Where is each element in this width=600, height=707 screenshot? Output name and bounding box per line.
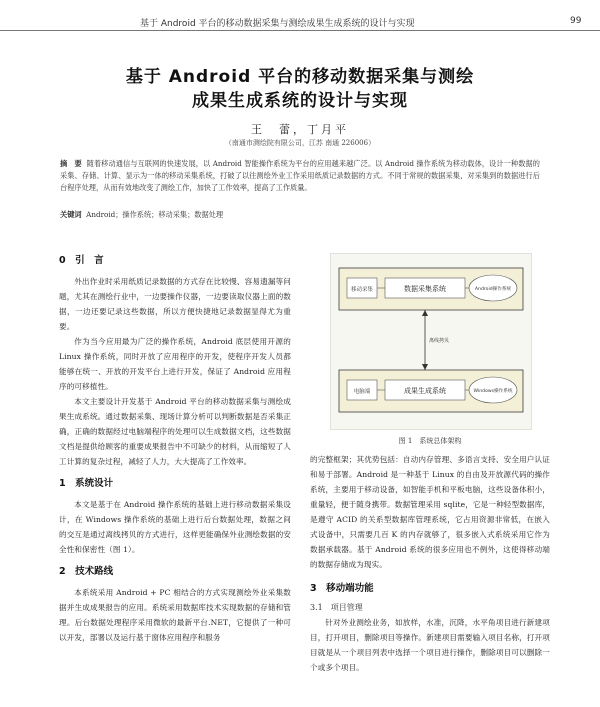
intro-paragraph: 本文主要设计开发基于 Android 平台的移动数据采集与测绘成果生成系统。通过数据采集、现场计算分析可以判断数据是否采集正确，正确的数据经过电脑端程序的处理可以生成数据文档，这些数据文档是提供给顾客的重要成果报告中不可缺少的材料，从而缩短了人工计算的复杂过程，减轻了人力，大大提高了工作效率。 <box>59 397 291 466</box>
design-paragraph: 本文是基于在 Android 操作系统的基础上进行移动数据采集设计，在 Windows 操作系统的基础上进行后台数据处理，数据之间的交互是通过离线拷贝的方式进行，这样更能确保外业测绘数据的安全性和保密性（图 1）。 <box>59 500 291 554</box>
result-gen-label: 成果生成系统 <box>404 387 446 395</box>
abstract <box>60 158 540 194</box>
paper-title-line-2: 成果生成系统的设计与实现 <box>192 91 408 111</box>
arrow-down <box>422 364 428 370</box>
intro-paragraph: 作为当今应用最为广泛的操作系统，Android 底层使用开源的 Linux 操作系统，同时开放了应用程序的开发，使程序开发人员都能够在统一、开放的开发平台上进行开发，保证了 Android 应用程序的可移植性。 <box>59 337 291 391</box>
section-heading-intro: 0 引 言 <box>59 255 104 266</box>
windows-os-label: Windows操作系统 <box>473 389 513 394</box>
android-os-label: Android操作系统 <box>474 287 512 292</box>
running-head-title: 基于 Android 平台的移动数据采集与测绘成果生成系统的设计与实现 <box>140 19 415 29</box>
data-collect-label: 数据采集系统 <box>404 285 446 293</box>
subsection-heading-project: 3.1 项目管理 <box>310 603 363 612</box>
figure-caption: 图 1 系统总体架构 <box>398 437 462 445</box>
offline-copy-label: 离线拷贝 <box>429 338 450 344</box>
left-column <box>59 252 291 645</box>
keywords <box>60 210 540 220</box>
section-heading-design: 1 系统设计 <box>59 478 114 489</box>
architecture-diagram <box>331 254 531 429</box>
right-column <box>310 452 550 675</box>
keywords-text: Android；操作系统；移动采集；数据处理 <box>86 210 224 219</box>
pc-label: 电脑端 <box>353 389 371 395</box>
running-head <box>0 8 600 31</box>
tech-paragraph: 本系统采用 Android + PC 相结合的方式实现测绘外业采集数据并生成成果报告的应用。系统采用数据库技术实现数据的存储和管理。后台数据处理程序采用微软的最新平台.NET，它提供了一种可以开发，部署以及运行基于窗体应用程序和服务 <box>59 588 291 642</box>
authors: 王 蕾，丁月平 <box>251 123 349 136</box>
section-heading-mobile: 3 移动端功能 <box>310 583 374 594</box>
tech-paragraph-continued: 的完整框架；其优势包括：自动内存管理、多语言支持、安全用户认证和易于部署。Android 是一种基于 Linux 的自由及开放源代码的操作系统，主要用于移动设备，如智能手机和平板电脑，这些设备体积小，重量轻，便于随身携带。数据管理采用 sqlite，它是一种轻型数据库，是遵守 ACID 的关系型数据库管理系统，它占用资源非常低，在嵌入式设备中，只需要几百 K 的内存就够了，很多嵌入式系统采用它作为数据承载器。基于 Android 系统的很多应用也不例外，这使得移动端的数据存储成为现实。 <box>310 455 550 569</box>
mobile-paragraph: 针对外业测绘业务，如放样，水准，沉降，水平角项目进行新建项目，打开项目，删除项目等操作。新建项目需要输入项目名称，打开项目就是从一个项目列表中选择一个项目进行操作，删除项目可以删除一个或多个项目。 <box>310 618 550 672</box>
section-heading-tech: 2 技术路线 <box>59 566 114 577</box>
abstract-text: 随着移动通信与互联网的快速发展，以 Android 智能操作系统为平台的应用越来越广泛。以 Android 操作系统为移动载体，设计一种数据的采集、存储、计算、显示为一体的移动采集系统，打破了以往测绘外业工作采用纸质记录数据的方式。不同于常规的数据采集，对采集到的数据进行后台程序处理，从而有效地改变了测绘工作，加快了工作效率，提高了工作质量。 <box>60 159 540 192</box>
page-number: 99 <box>570 16 582 26</box>
mobile-collect-label: 移动采集 <box>350 287 374 293</box>
affiliation: （南通市测绘院有限公司，江苏 南通 226006） <box>224 139 376 147</box>
intro-paragraph: 外出作业时采用纸质记录数据的方式存在比较慢、容易遗漏等问题，尤其在测绘行业中，一边要操作仪器，一边要读取仪器上面的数据，一边还要记录这些数据，所以方便快捷地记录数据显得尤为重要。 <box>59 277 291 331</box>
arrow-up <box>422 310 428 316</box>
keywords-label: 关键词 <box>60 210 82 219</box>
abstract-label: 摘 要 <box>60 159 82 168</box>
paper-title-line-1: 基于 Android 平台的移动数据采集与测绘 <box>125 67 475 87</box>
figure-1 <box>330 253 532 430</box>
